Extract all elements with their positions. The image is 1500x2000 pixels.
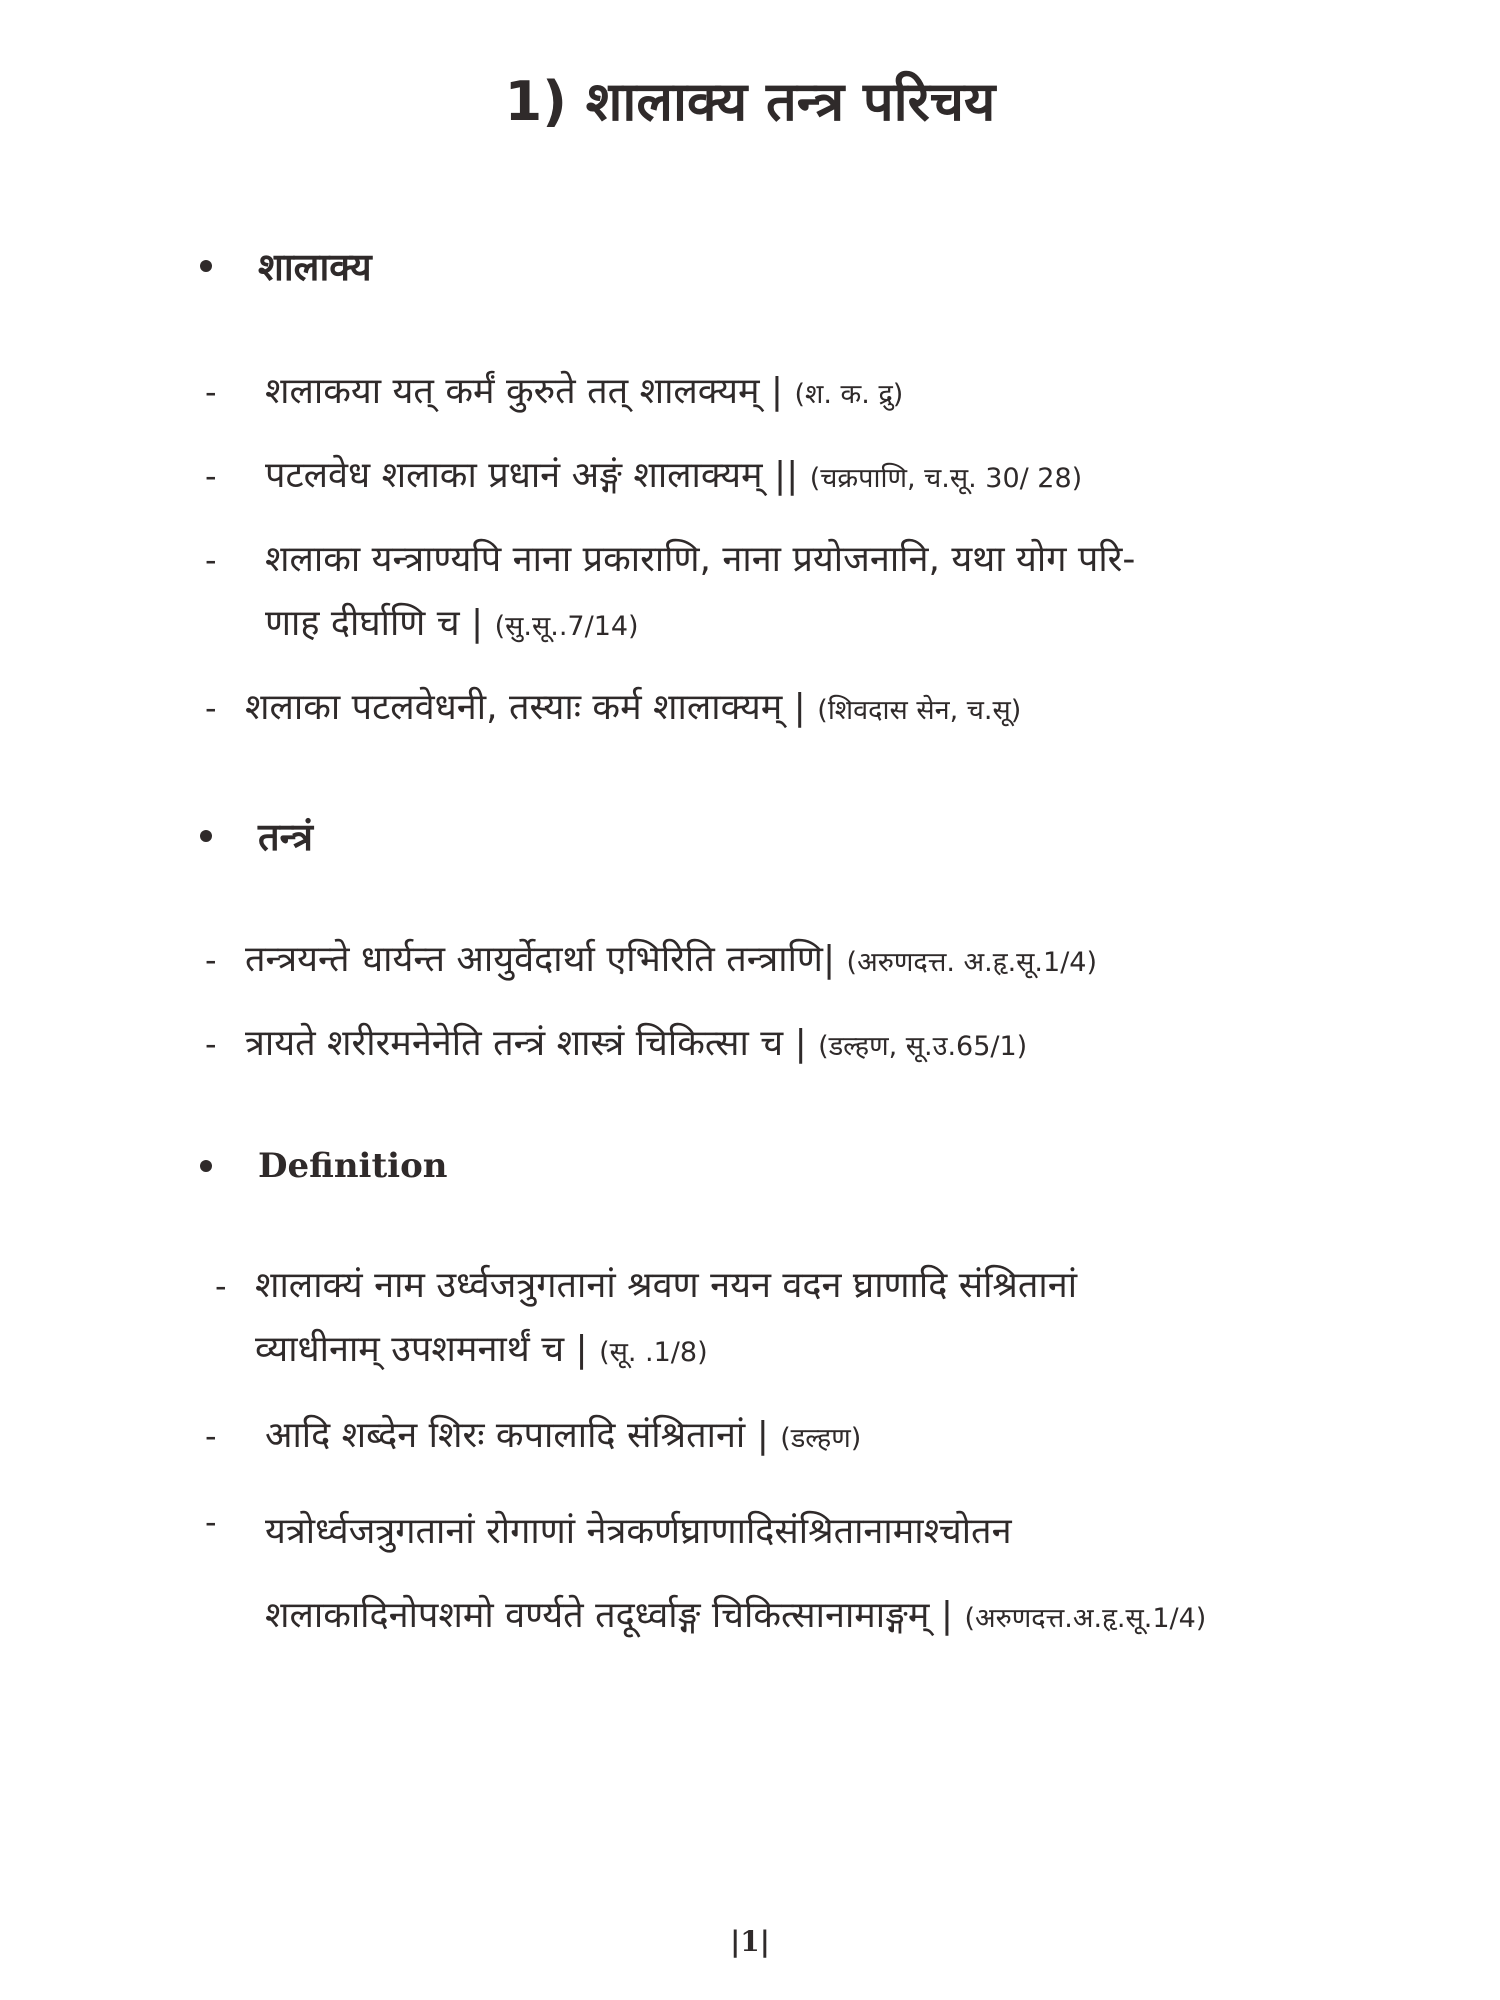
dash-icon: -: [205, 1503, 217, 1541]
list-item: [205, 1490, 1335, 1661]
list-item: [205, 1404, 1335, 1471]
item-reference: (अरुणदत्त. अ.हृ.सू.1/4): [846, 947, 1097, 978]
section-tantra: [200, 806, 313, 866]
item-reference: (सू. .1/8): [599, 1337, 708, 1368]
item-text: शलाकया यत् कर्मं कुरुते तत् शालक्यम् |: [265, 371, 784, 412]
item-body: [265, 444, 1082, 511]
page-number: |1|: [730, 1925, 770, 1958]
bullet-icon: [200, 830, 212, 842]
dash-icon: -: [205, 1417, 217, 1455]
list-item: [205, 928, 1335, 995]
item-body: [245, 1012, 1027, 1079]
item-text: आदि शब्देन शिरः कपालादि संश्रितानां |: [265, 1415, 769, 1456]
item-body: [255, 1254, 1077, 1385]
item-text: शलाका यन्त्राण्यपि नाना प्रकाराणि, नाना प्रयोजनानि, यथा योग परि-: [265, 539, 1136, 580]
item-text: तन्त्रयन्ते धार्यन्त आयुर्वेदार्था एभिरिति तन्त्राणि|: [245, 939, 836, 980]
item-reference: (डल्हण): [780, 1423, 862, 1454]
dash-icon: -: [215, 1267, 227, 1305]
list-item: [205, 676, 1335, 743]
bullet-icon: [200, 1160, 212, 1172]
item-reference: (सु.सू..7/14): [494, 611, 639, 642]
dash-icon: -: [205, 457, 217, 495]
item-reference: (श. क. द्रु): [794, 379, 904, 410]
list-item: [205, 1012, 1335, 1079]
bullet-icon: [200, 260, 212, 272]
page-title: 1) शालाक्य तन्त्र परिचय: [504, 70, 996, 133]
item-body: [265, 1404, 861, 1471]
dash-icon: -: [205, 941, 217, 979]
list-item: [205, 360, 1335, 427]
dash-icon: -: [205, 541, 217, 579]
dash-icon: -: [205, 1025, 217, 1063]
item-text-continued: णाह दीर्घाणि च |: [265, 603, 484, 644]
dash-icon: -: [205, 373, 217, 411]
item-text: शलाका पटलवेधनी, तस्याः कर्म शालाक्यम् |: [245, 687, 806, 728]
item-text-continued: व्याधीनाम् उपशमनार्थं च |: [255, 1329, 588, 1370]
dash-icon: -: [205, 689, 217, 727]
item-text-continued: शलाकादिनोपशमो वर्ण्यते तदूर्ध्वाङ्ग चिकित्सानामाङ्गम् |: [265, 1595, 954, 1636]
item-body: [265, 528, 1135, 659]
item-reference: (चक्रपाणि, च.सू. 30/ 28): [809, 463, 1083, 494]
item-body: [265, 1490, 1206, 1661]
section-heading: Definition: [258, 1146, 448, 1186]
item-reference: (अरुणदत्त.अ.हृ.सू.1/4): [964, 1603, 1207, 1634]
item-body: [265, 360, 903, 427]
item-body: [245, 676, 1021, 743]
section-heading: तन्त्रं: [258, 815, 313, 859]
section-heading: शालाक्य: [258, 245, 372, 289]
item-text: त्रायते शरीरमनेनेति तन्त्रं शास्त्रं चिकित्सा च |: [245, 1023, 807, 1064]
item-text: शालाक्यं नाम उर्ध्वजत्रुगतानां श्रवण नयन वदन घ्राणादि संश्रितानां: [255, 1265, 1078, 1306]
item-text: यत्रोर्ध्वजत्रुगतानां रोगाणां नेत्रकर्णघ्राणादिसंश्रितानामाश्चोतन: [265, 1511, 1012, 1552]
item-text: पटलवेध शलाका प्रधानं अङ्गं शालाक्यम् ||: [265, 455, 799, 496]
item-body: [245, 928, 1097, 995]
list-item: [215, 1254, 1335, 1385]
section-shalakya: [200, 236, 372, 296]
item-reference: (डल्हण, सू.उ.65/1): [818, 1031, 1028, 1062]
section-definition: [200, 1136, 448, 1196]
list-item: [205, 444, 1335, 511]
list-item: [205, 528, 1335, 659]
item-reference: (शिवदास सेन, च.सू): [817, 695, 1022, 726]
